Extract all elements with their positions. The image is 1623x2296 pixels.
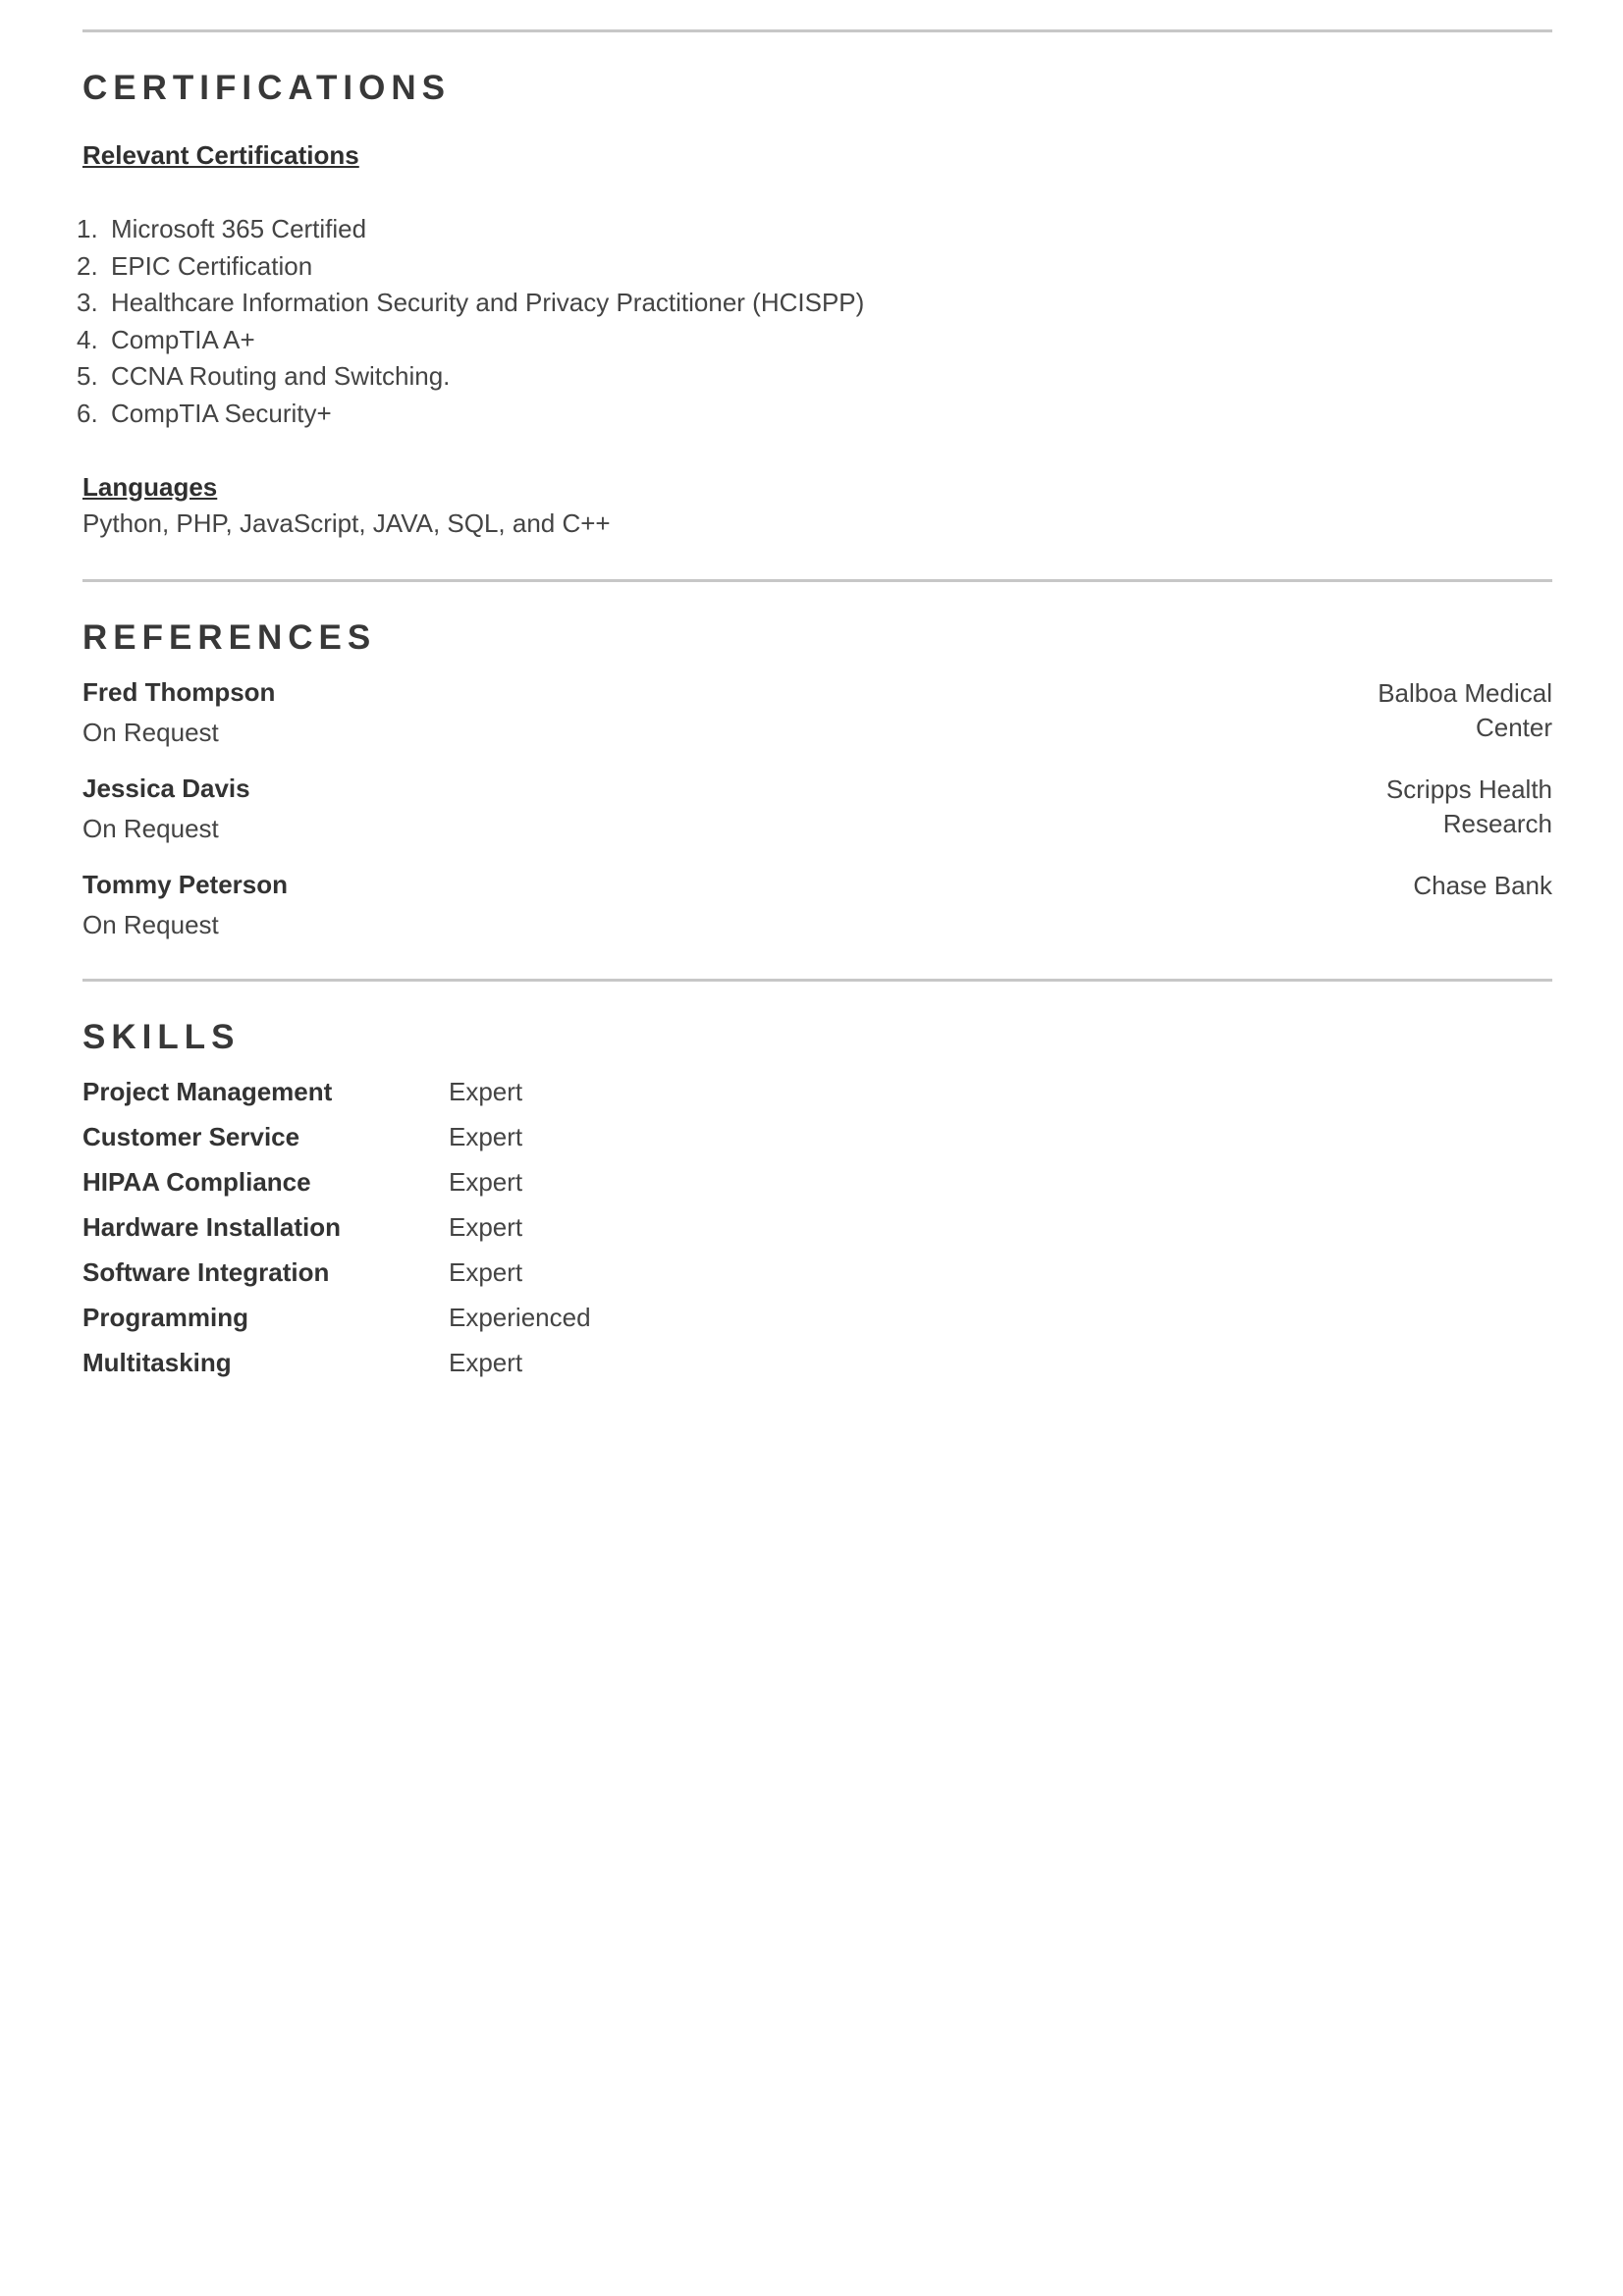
certification-text: CompTIA A+: [111, 324, 255, 354]
certification-number: 6.: [77, 398, 98, 428]
skills-table: [82, 1076, 966, 1392]
certification-number: 4.: [77, 324, 98, 354]
skill-name: Multitasking: [82, 1348, 232, 1377]
reference-name: Fred Thompson: [82, 677, 276, 707]
skill-name: Software Integration: [82, 1257, 330, 1287]
reference-organization: Balboa Medical Center: [1378, 678, 1552, 742]
skill-level: Expert: [449, 1212, 523, 1242]
certification-number: 1.: [77, 214, 98, 243]
reference-organization: Scripps Health Research: [1385, 774, 1552, 838]
certification-number: 5.: [77, 361, 98, 392]
skill-name: Project Management: [82, 1077, 333, 1106]
reference-name: Jessica Davis: [82, 774, 250, 803]
reference-name: Tommy Peterson: [82, 870, 289, 899]
certification-text: Healthcare Information Security and Privacy Practitioner (HCISPP): [111, 288, 865, 318]
certification-number: 3.: [77, 288, 98, 318]
languages-text: Python, PHP, JavaScript, JAVA, SQL, and C++: [82, 508, 611, 538]
languages-subheading: Languages: [82, 472, 218, 502]
section-divider: [82, 579, 1552, 582]
skill-row: [82, 1256, 966, 1302]
references-heading: REFERENCES: [82, 618, 377, 657]
skill-row: [82, 1347, 966, 1392]
skill-level: Expert: [449, 1257, 523, 1287]
skill-name: Hardware Installation: [82, 1212, 341, 1242]
reference-entry: [82, 676, 1552, 765]
skill-name: HIPAA Compliance: [82, 1167, 311, 1197]
certification-text: Microsoft 365 Certified: [111, 214, 367, 243]
skill-level: Expert: [449, 1122, 523, 1151]
section-divider: [82, 979, 1552, 982]
certifications-heading: CERTIFICATIONS: [82, 69, 452, 107]
section-divider: [82, 29, 1552, 32]
skill-name: Customer Service: [82, 1122, 300, 1151]
skill-row: [82, 1211, 966, 1256]
reference-contact: On Request: [82, 910, 219, 939]
skill-level: Expert: [449, 1348, 523, 1377]
skill-level: Expert: [449, 1167, 523, 1197]
certification-text: CompTIA Security+: [111, 398, 332, 428]
reference-contact: On Request: [82, 718, 219, 747]
skill-level: Expert: [449, 1077, 523, 1106]
skill-name: Programming: [82, 1303, 249, 1332]
certification-number: 2.: [77, 250, 98, 281]
reference-contact: On Request: [82, 814, 219, 843]
reference-entry: [82, 773, 1552, 861]
skill-row: [82, 1302, 966, 1347]
skill-row: [82, 1076, 966, 1121]
certification-text: CCNA Routing and Switching.: [111, 361, 451, 392]
reference-organization: Chase Bank: [1413, 871, 1552, 900]
relevant-certifications-subheading: Relevant Certifications: [82, 140, 359, 170]
reference-entry: [82, 869, 1552, 957]
certification-text: EPIC Certification: [111, 250, 313, 281]
skill-level: Experienced: [449, 1303, 591, 1332]
skill-row: [82, 1166, 966, 1211]
skill-row: [82, 1121, 966, 1166]
skills-heading: SKILLS: [82, 1018, 241, 1056]
